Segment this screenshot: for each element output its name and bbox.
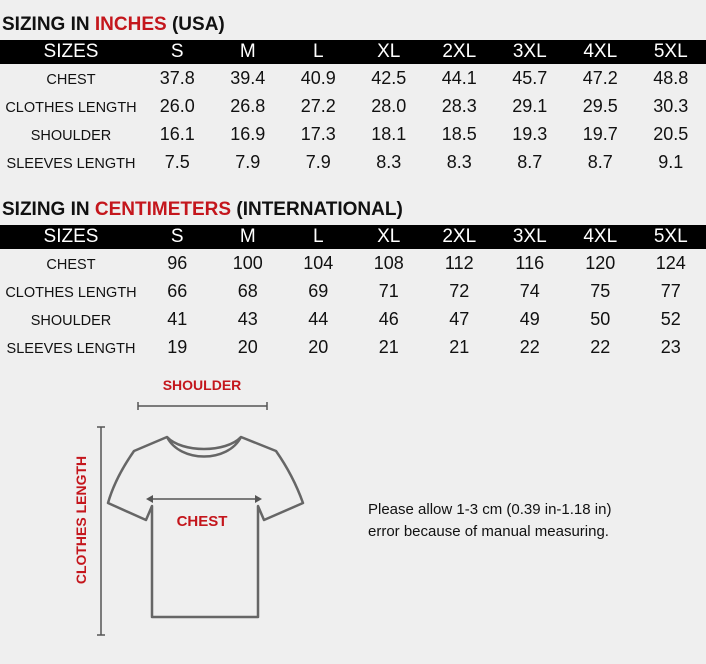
- table-cell: 124: [655, 252, 686, 273]
- inches-header-3xl: 3XL: [495, 40, 566, 64]
- shoulder-label: SHOULDER: [162, 377, 242, 393]
- inches-header-s: S: [142, 40, 213, 64]
- table-cell: 23: [660, 336, 681, 357]
- table-cell: 17.3: [300, 123, 336, 144]
- table-cell: 120: [585, 252, 616, 273]
- row-label: SLEEVES LENGTH: [6, 155, 136, 172]
- table-cell: 30.3: [653, 95, 689, 116]
- cm-header-s: S: [142, 225, 213, 249]
- inches-header-sizes: SIZES: [0, 40, 142, 64]
- table-row: [0, 120, 706, 148]
- cm-header-2xl: 2XL: [424, 225, 495, 249]
- table-cell: 46: [378, 308, 399, 329]
- note-line-2: error because of manual measuring.: [368, 523, 609, 540]
- row-label: SLEEVES LENGTH: [6, 340, 136, 357]
- table-cell: 8.7: [517, 151, 543, 172]
- row-label: CLOTHES LENGTH: [5, 284, 137, 301]
- table-cell: 7.9: [235, 151, 261, 172]
- table-cell: 40.9: [300, 67, 336, 88]
- table-cell: 16.9: [230, 123, 266, 144]
- inches-header-4xl: 4XL: [565, 40, 636, 64]
- table-cell: 44: [308, 308, 329, 329]
- cm-size-table: [0, 225, 706, 361]
- table-cell: 20: [237, 336, 258, 357]
- clothes-length-label: CLOTHES LENGTH: [73, 455, 89, 585]
- table-cell: 41: [167, 308, 188, 329]
- cm-header-m: M: [213, 225, 284, 249]
- table-cell: 20.5: [653, 123, 689, 144]
- table-row: [0, 92, 706, 120]
- cm-header-l: L: [283, 225, 354, 249]
- inches-header-l: L: [283, 40, 354, 64]
- table-cell: 16.1: [159, 123, 195, 144]
- cm-title-suffix: (INTERNATIONAL): [231, 199, 403, 220]
- table-cell: 66: [167, 280, 188, 301]
- table-cell: 71: [378, 280, 399, 301]
- table-cell: 45.7: [512, 67, 548, 88]
- cm-header-3xl: 3XL: [495, 225, 566, 249]
- table-cell: 21: [378, 336, 399, 357]
- inches-title-prefix: SIZING IN: [2, 14, 95, 35]
- table-row: [0, 148, 706, 176]
- row-label: CHEST: [46, 71, 96, 88]
- chest-label: CHEST: [176, 513, 228, 530]
- table-cell: 44.1: [441, 67, 477, 88]
- table-row: [0, 333, 706, 361]
- inches-header-xl: XL: [354, 40, 425, 64]
- cm-header-4xl: 4XL: [565, 225, 636, 249]
- table-cell: 69: [308, 280, 329, 301]
- table-cell: 116: [515, 252, 545, 273]
- table-cell: 112: [444, 252, 474, 273]
- table-cell: 104: [303, 252, 334, 273]
- inches-header-5xl: 5XL: [636, 40, 706, 64]
- row-label: SHOULDER: [30, 312, 112, 329]
- table-cell: 19.3: [512, 123, 548, 144]
- table-cell: 18.1: [371, 123, 407, 144]
- table-cell: 8.7: [587, 151, 613, 172]
- table-cell: 47.2: [582, 67, 618, 88]
- table-cell: 20: [308, 336, 329, 357]
- table-cell: 68: [237, 280, 258, 301]
- table-cell: 100: [232, 252, 263, 273]
- table-cell: 28.3: [441, 95, 477, 116]
- chest-arrow: [146, 495, 262, 503]
- table-cell: 9.1: [658, 151, 684, 172]
- table-cell: 49: [519, 308, 540, 329]
- table-cell: 75: [590, 280, 611, 301]
- cm-header-xl: XL: [354, 225, 425, 249]
- measurement-note: [368, 499, 611, 543]
- table-cell: 18.5: [441, 123, 477, 144]
- table-cell: 7.9: [305, 151, 331, 172]
- table-cell: 19.7: [582, 123, 618, 144]
- shoulder-measure-line: [138, 402, 267, 410]
- table-cell: 29.1: [512, 95, 548, 116]
- table-row: [0, 277, 706, 305]
- table-cell: 72: [449, 280, 470, 301]
- table-row: [0, 249, 706, 277]
- tshirt-collar: [167, 437, 241, 457]
- table-cell: 43: [237, 308, 258, 329]
- table-cell: 77: [660, 280, 681, 301]
- table-cell: 19: [167, 336, 188, 357]
- cm-header-5xl: 5XL: [636, 225, 706, 249]
- table-row: [0, 64, 706, 92]
- table-cell: 96: [167, 252, 188, 273]
- table-cell: 37.8: [159, 67, 195, 88]
- row-label: CLOTHES LENGTH: [5, 99, 137, 116]
- table-cell: 74: [519, 280, 540, 301]
- table-cell: 8.3: [446, 151, 472, 172]
- length-measure-line: [97, 427, 105, 635]
- table-cell: 29.5: [582, 95, 618, 116]
- table-cell: 108: [373, 252, 404, 273]
- inches-size-table: [0, 40, 706, 176]
- row-label: CHEST: [46, 256, 96, 273]
- inches-title-suffix: (USA): [166, 14, 225, 35]
- cm-header-row: [0, 225, 706, 249]
- table-cell: 7.5: [164, 151, 190, 172]
- table-cell: 48.8: [653, 67, 689, 88]
- inches-header-m: M: [213, 40, 284, 64]
- table-cell: 21: [449, 336, 470, 357]
- cm-header-sizes: SIZES: [0, 225, 142, 249]
- cm-title-accent: CENTIMETERS: [94, 199, 232, 220]
- table-row: [0, 305, 706, 333]
- table-cell: 26.8: [230, 95, 266, 116]
- row-label: SHOULDER: [30, 127, 112, 144]
- note-line-1: Please allow 1-3 cm (0.39 in-1.18 in): [368, 501, 612, 518]
- table-cell: 39.4: [230, 67, 266, 88]
- table-cell: 27.2: [300, 95, 336, 116]
- inches-title-accent: INCHES: [94, 14, 167, 35]
- table-cell: 42.5: [371, 67, 407, 88]
- inches-header-row: [0, 40, 706, 64]
- table-cell: 8.3: [376, 151, 402, 172]
- cm-section-title: [2, 199, 403, 221]
- inches-header-2xl: 2XL: [424, 40, 495, 64]
- table-cell: 22: [590, 336, 611, 357]
- inches-section-title: [2, 14, 225, 36]
- table-cell: 26.0: [159, 95, 195, 116]
- table-cell: 52: [660, 308, 681, 329]
- table-cell: 50: [590, 308, 611, 329]
- table-cell: 28.0: [371, 95, 407, 116]
- table-cell: 22: [519, 336, 540, 357]
- table-cell: 47: [449, 308, 470, 329]
- cm-title-prefix: SIZING IN: [2, 199, 95, 220]
